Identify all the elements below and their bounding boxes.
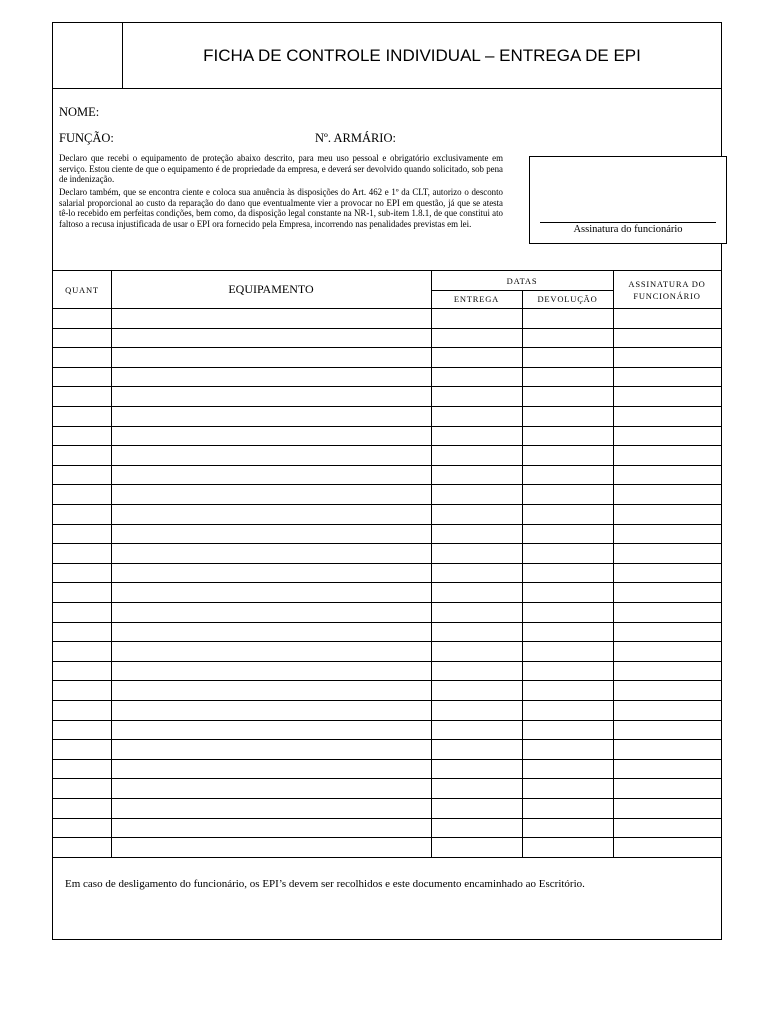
signature-line xyxy=(540,222,716,223)
table-row-line xyxy=(53,778,721,779)
table-row-line xyxy=(53,465,721,466)
table-row-line xyxy=(53,484,721,485)
table-row-line xyxy=(53,524,721,525)
logo-box xyxy=(53,23,123,88)
declaration-paragraph-1: Declaro que recebi o equipamento de proteção abaixo descrito, para meu uso pessoal e obrigatório exclusivamente em serviço. Estou ciente de que o equipamento é de propriedade da empresa, e deverá ser devolvido quando solicitado, sob pena de indenização. xyxy=(59,153,503,184)
col-assinatura-header: ASSINATURA DO FUNCIONÁRIO xyxy=(628,279,706,301)
header xyxy=(53,23,721,89)
table-row-line xyxy=(53,622,721,623)
table-header-bottom xyxy=(53,308,721,309)
table-row-line xyxy=(53,680,721,681)
col-quant-header: QUANT xyxy=(65,285,99,295)
table-row-line xyxy=(53,445,721,446)
funcao-label: FUNÇÃO: xyxy=(59,131,114,145)
table-row-line xyxy=(53,661,721,662)
table-row-line xyxy=(53,818,721,819)
signature-box xyxy=(529,156,727,244)
page-title: FICHA DE CONTROLE INDIVIDUAL – ENTREGA DE EPI xyxy=(203,45,641,65)
nome-label: NOME: xyxy=(59,105,100,119)
col-equipamento-header: EQUIPAMENTO xyxy=(228,282,314,296)
table-row-line xyxy=(53,406,721,407)
col-line-entrega xyxy=(522,290,523,857)
table-row-line xyxy=(53,543,721,544)
col-devolucao-header: DEVOLUÇÃO xyxy=(537,294,598,304)
table-row-line xyxy=(53,426,721,427)
table-top-rule xyxy=(53,270,721,271)
col-datas-header: DATAS xyxy=(506,276,538,286)
table-row-line xyxy=(53,367,721,368)
footer-note: Em caso de desligamento do funcionário, os EPI’s devem ser recolhidos e este documento encaminhado ao Escritório. xyxy=(65,878,585,890)
table-row-line xyxy=(53,347,721,348)
form-frame xyxy=(52,22,722,940)
declaration-paragraph-2: Declaro também, que se encontra ciente e coloca sua anuência às disposições do Art. 462 e 1º da CLT, autorizo o desconto salarial proporcional ao custo da reparação do dano que eventualmente vier a provocar no EPI em questão, já que se atesta tê-lo recebido em perfeitas condições, bem como, da disposição legal constante na NR-1, sub-item 1.8.1, de que constitui ato faltoso a recusa injustificada de usar o EPI ora fornecido pela Empresa, incorrendo nas penalidades previstas em lei. xyxy=(59,187,503,229)
table-row-line xyxy=(53,700,721,701)
table-row-line xyxy=(53,602,721,603)
table-row-line xyxy=(53,759,721,760)
col-entrega-header: ENTREGA xyxy=(453,294,500,304)
table-row-line xyxy=(53,563,721,564)
table-row-line xyxy=(53,720,721,721)
table-row-line xyxy=(53,837,721,838)
signature-label: Assinatura do funcionário xyxy=(573,224,683,235)
table-row-line xyxy=(53,798,721,799)
table-row-line xyxy=(53,857,721,858)
armario-label: Nº. ARMÁRIO: xyxy=(315,131,396,145)
table-row-line xyxy=(53,386,721,387)
table-row-line xyxy=(53,739,721,740)
table-row-line xyxy=(53,504,721,505)
table-row-line xyxy=(53,328,721,329)
table-row-line xyxy=(53,641,721,642)
table-row-line xyxy=(53,582,721,583)
